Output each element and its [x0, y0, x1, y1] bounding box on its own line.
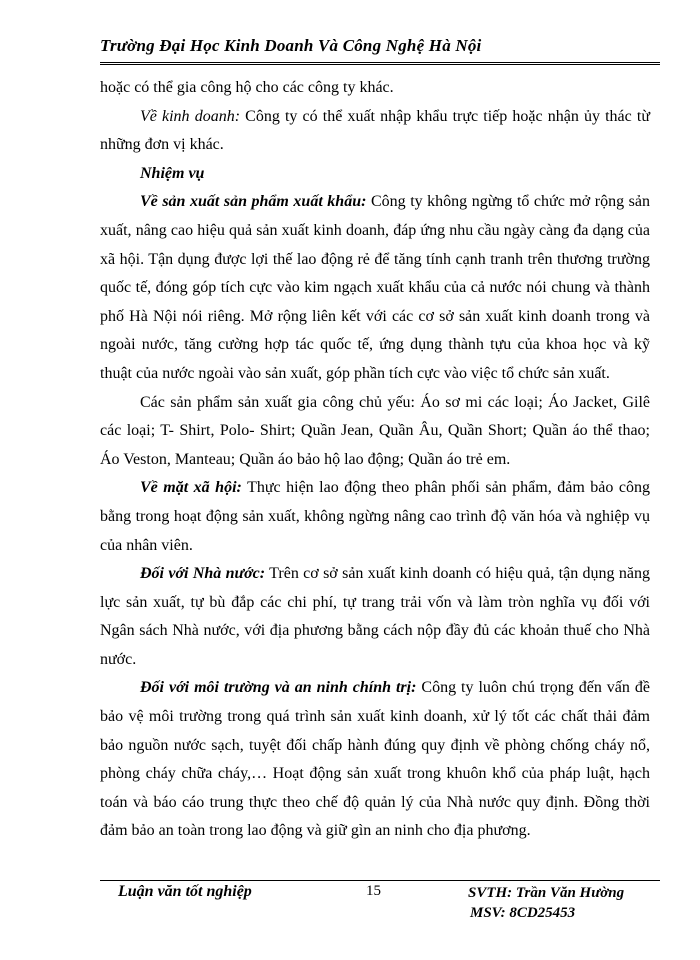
paragraph-lead: Về sản xuất sản phẩm xuất khẩu:: [140, 193, 367, 211]
paragraph-business: [100, 103, 650, 160]
paragraph-environment: [100, 674, 650, 846]
paragraph-text: Trên cơ sở sản xuất kinh doanh có hiệu quả, tận dụng năng lực sản xuất, tự bù đắp các chi phí, tự trang trải vốn và làm tròn nghĩa vụ đối với Ngân sách Nhà nước, với địa phương bằng cách nộp đầy đủ các khoản thuế cho Nhà nước.: [100, 565, 651, 668]
paragraph-products: [100, 389, 650, 475]
section-heading-text: Nhiệm vụ: [140, 164, 205, 182]
student-id: MSV: 8CD25453: [470, 905, 576, 921]
footer-thesis-label: Luận văn tốt nghiệp: [118, 883, 252, 900]
paragraph-text: Công ty có thể xuất nhập khẩu trực tiếp hoặc nhận ủy thác từ những đơn vị khác.: [100, 107, 650, 154]
paragraph-lead: Đối với Nhà nước:: [140, 565, 266, 583]
paragraph-text: Thực hiện lao động theo phân phối sản phẩm, đảm bảo công bằng trong hoạt động sản xuất, không ngừng nâng cao trình độ văn hóa và nghiệp vụ của nhân viên.: [100, 479, 650, 554]
section-heading-tasks: [100, 160, 650, 189]
page-number: 15: [366, 883, 381, 899]
header-double-rule: [100, 62, 660, 65]
student-name: SVTH: Trần Văn Hường: [468, 885, 625, 901]
paragraph-text: hoặc có thể gia công hộ cho các công ty khác.: [100, 79, 394, 96]
paragraph-text: Công ty luôn chú trọng đến vấn đề bảo vệ môi trường trong quá trình sản xuất kinh doanh, xử lý tốt các chất thải đảm bảo nguồn nước sạch, tuyệt đối chấp hành đúng quy định về phòng chống cháy nổ, phòng cháy chữa cháy,… Hoạt động sản xuất trong khuôn khổ của pháp luật, hạch toán và báo cáo trung thực theo chế độ quản lý của Nhà nước quy định. Đồng thời đảm bảo an toàn trong lao động và giữ gìn an ninh cho địa phương.: [100, 679, 650, 840]
paragraph-social: [100, 474, 650, 560]
footer-student-info: [468, 883, 624, 923]
paragraph-lead: Về mặt xã hội:: [140, 479, 242, 497]
document-body: [100, 74, 650, 846]
page-header-title: Trường Đại Học Kinh Doanh Và Công Nghệ Hà Nội: [100, 36, 482, 55]
paragraph-lead: Đối với môi trường và an ninh chính trị:: [140, 679, 417, 697]
footer-rule: [100, 880, 660, 881]
paragraph-state: [100, 560, 650, 674]
paragraph-text: Công ty không ngừng tổ chức mở rộng sản xuất, nâng cao hiệu quả sản xuất kinh doanh, đáp ứng nhu cầu ngày càng đa dạng của xã hội. Tận dụng được lợi thế lao động rẻ để tăng tính cạnh tranh trên thương trường quốc tế, đóng góp tích cực vào kim ngạch xuất khẩu của cả nước nói chung và thành phố Hà Nội nói riêng. Mở rộng liên kết với các cơ sở sản xuất kinh doanh trong và ngoài nước, tăng cường hợp tác quốc tế, ứng dụng thành tựu của khoa học và kỹ thuật của nước ngoài vào sản xuất, góp phần tích cực vào việc tổ chức sản xuất.: [100, 193, 650, 382]
paragraph-continuation: [100, 74, 650, 103]
paragraph-text: Các sản phẩm sản xuất gia công chủ yếu: Áo sơ mi các loại; Áo Jacket, Gilê các loại; T- Shirt, Polo- Shirt; Quần Jean, Quần Âu, Quần Short; Quần áo thể thao; Áo Veston, Manteau; Quần áo bảo hộ lao động; Quần áo trẻ em.: [100, 393, 650, 468]
paragraph-export-production: [100, 188, 650, 388]
paragraph-lead: Về kinh doanh:: [140, 107, 241, 125]
